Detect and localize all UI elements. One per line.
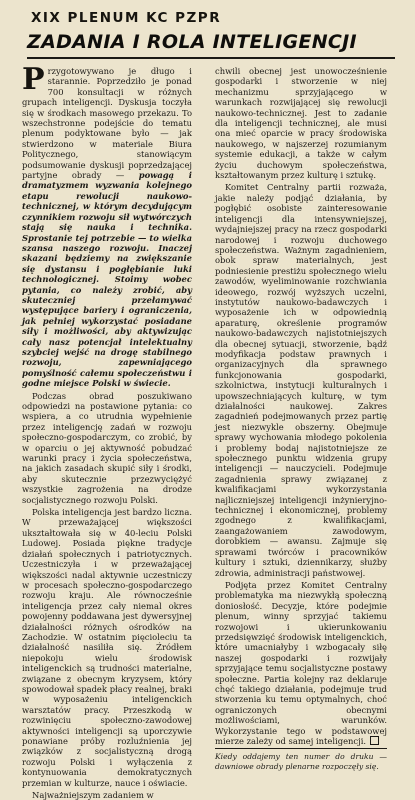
right-paragraph-2: Komitet Centralny partii rozważa, jakie należy podjąć działania, by pogłębić osobiste zainteresowanie inteligencji dla intensywniejszej, wydajniejszej pracy na rzecz gospodarki narodowej i rozwoju duchowego społeczeństwa. Ważnym zagadnieniem, obok spraw materialnych, jest podniesienie prestiżu społecznego wielu zawodów, wyeliminowanie rozchwiania ideowego, rozwój wyższych uczelni, instytutów naukowo-badawczych i wyposażenie ich w odpowiednią aparaturę, określenie programów naukowo-badawczych najistotniejszych dla obecnej sytuacji, stworzenie, bądź modyfikacja podstaw prawnych i organizacyjnych dla sprawnego funkcjonowania gospodarki, szkolnictwa, instytucji kulturalnych i upowszechniających kulturę, w tym działalności naukowej. Zakres zagadnień podejmowanych przez partię jest niezwykle obszerny. Obejmuje sprawy wychowania młodego pokolenia i problemy bodaj najistotniejsze ze społecznego punktu widzenia grupy inteligencji — nauczycieli. Podejmuje zagadnienia sprawy związanej z kwalifikacjami wykorzystania najliczniejszej inteligencji inżynieryjno-technicznej i ekonomicznej, problemy zgodnego z kwalifikacjami, zaangażowaniem zawodowym, dorobkiem — awansu. Zajmuje się sprawami twórców i pracowników kultury i sztuki, dziennikarzy, służby zdrowia, administracji państwowej. (215, 182, 387, 578)
title-rule (27, 57, 395, 59)
lead-text: rzygotowywano je długo i starannie. Poprzedziło je ponad 700 konsultacji w różnych grupach inteligencji. Dyskusja toczyła się w środkach masowego przekazu. To wszechstronne podejście do tematu plenum podyktowane było — jak stwierdzono w materiale Biura Politycznego, stanowiącym podsumowanie dyskusji poprzedzającej partyjne obrady — (22, 66, 192, 181)
editorial-footnote: Kiedy oddajemy ten numer do druku — dawniowe obrady plenarne rozpoczęły się. (215, 748, 387, 771)
left-paragraph-1 (22, 62, 192, 389)
emphasized-quote: powagą i dramatyzmem wyzwania kolejnego etapu rewolucji naukowo-technicznej, w którym decydującym czynnikiem rozwoju sił wytwórczych stają się nauka i technika. Sprostanie tej potrzebie — to wielka szansa naszego rozwoju. Inaczej skazani będziemy na zwiększanie się dystansu i pogłębianie luki technologicznej. Stoimy wobec pytania, co należy zrobić, aby skuteczniej przełamywać występujące bariery i ograniczenia, jak pełniej wykorzystać posiadane siły i możliwości, aby aktywizując cały nasz potencjał intelektualny szybciej wejść na drogę stabilnego rozwoju, zapewniającego pomyślność całemu społeczeństwu i godne miejsce Polski w świecie. (22, 170, 192, 389)
article-title: ZADANIA I ROLA INTELIGENCJI (27, 31, 357, 53)
right-paragraph-1: chwili obecnej jest unowocześnienie gospodarki i stworzenie w niej mechanizmu sprzyjającego w warunkach rozwijającej się rewolucji naukowo-technicznej. Jest to zadanie dla inteligencji technicznej, ale musi ona mieć oparcie w pracy środowiska naukowego, w najszerzej rozumianym systemie edukacji, a także w całym życiu duchowym społeczeństwa, kształtowanym przez kulturę i sztukę. (215, 66, 387, 181)
left-column (22, 62, 192, 800)
right-column (215, 66, 387, 792)
article-header (27, 10, 397, 59)
left-paragraph-2: Podczas obrad poszukiwano odpowiedzi na postawione pytania: co wspiera, a co utrudnia wypełnienie przez inteligencję zadań w rozwoju społeczno-gospodarczym, co zrobić, by w oparciu o jej aktywność pobudzać warunki pracy i życia społeczeństwa, na jakich zasadach skupić siły i środki, aby skutecznie przezwyciężyć wszystkie zagrożenia na drodze socjalistycznego rozwoju Polski. (22, 390, 192, 505)
right-paragraph-3: Podjęta przez Komitet Centralny problematyka ma niezwykłą społeczną doniosłość. Decyzje, które podejmie plenum, winny sprzyjać takiemu rozwojowi i ukierunkowaniu przedsięwzięć środowisk inteligenckich, które umacniałyby i wzbogacały siłę naszej gospodarki i rozwijały sprzyjające temu socjalistyczne postawy społeczne. Partia kolejny raz deklaruje chęć takiego działania, podejmuje trud stworzenia ku temu optymalnych, choć ograniczonych obecnymi możliwościami, warunków. Wykorzystanie tego w podstawowej mierze zależy od samej inteligencji. (215, 579, 387, 746)
drop-cap: P (22, 62, 45, 97)
left-paragraph-4: Najważniejszym zadaniem w (32, 790, 154, 800)
left-paragraph-3: Polska inteligencja jest bardzo liczna. W przeważającej większości ukształtowała się w 40-leciu Polski Ludowej. Posiada piękne tradycje działań społecznych i patriotycznych. Uczestniczyła i w przeważającej większości nadal aktywnie uczestniczy w procesach społeczno-gospodarczego rozwoju kraju. Ale równocześnie inteligencja przez cały niemal okres powojenny poddawana jest dywersyjnej działalności różnych ośrodków na Zachodzie. W ostatnim pięcioleciu ta działalność nasiliła się. Źródłem niepokoju wielu środowisk inteligenckich są trudności materialne, związane z obecnym kryzysem, który spowodował spadek płacy realnej, braki w wyposażeniu inteligenckich warsztatów pracy. Przeszkodą w rozwinięciu społeczno-zawodowej aktywności inteligencji są uporczywie ponawiane próby rozluźnienia jej związków z socjalistyczną drogą rozwoju Polski i wyłączenia z kontynuowania demokratycznych przemian w kulturze, nauce i oświacie. (22, 507, 192, 788)
section-kicker: XIX PLENUM KC PZPR (31, 10, 222, 26)
